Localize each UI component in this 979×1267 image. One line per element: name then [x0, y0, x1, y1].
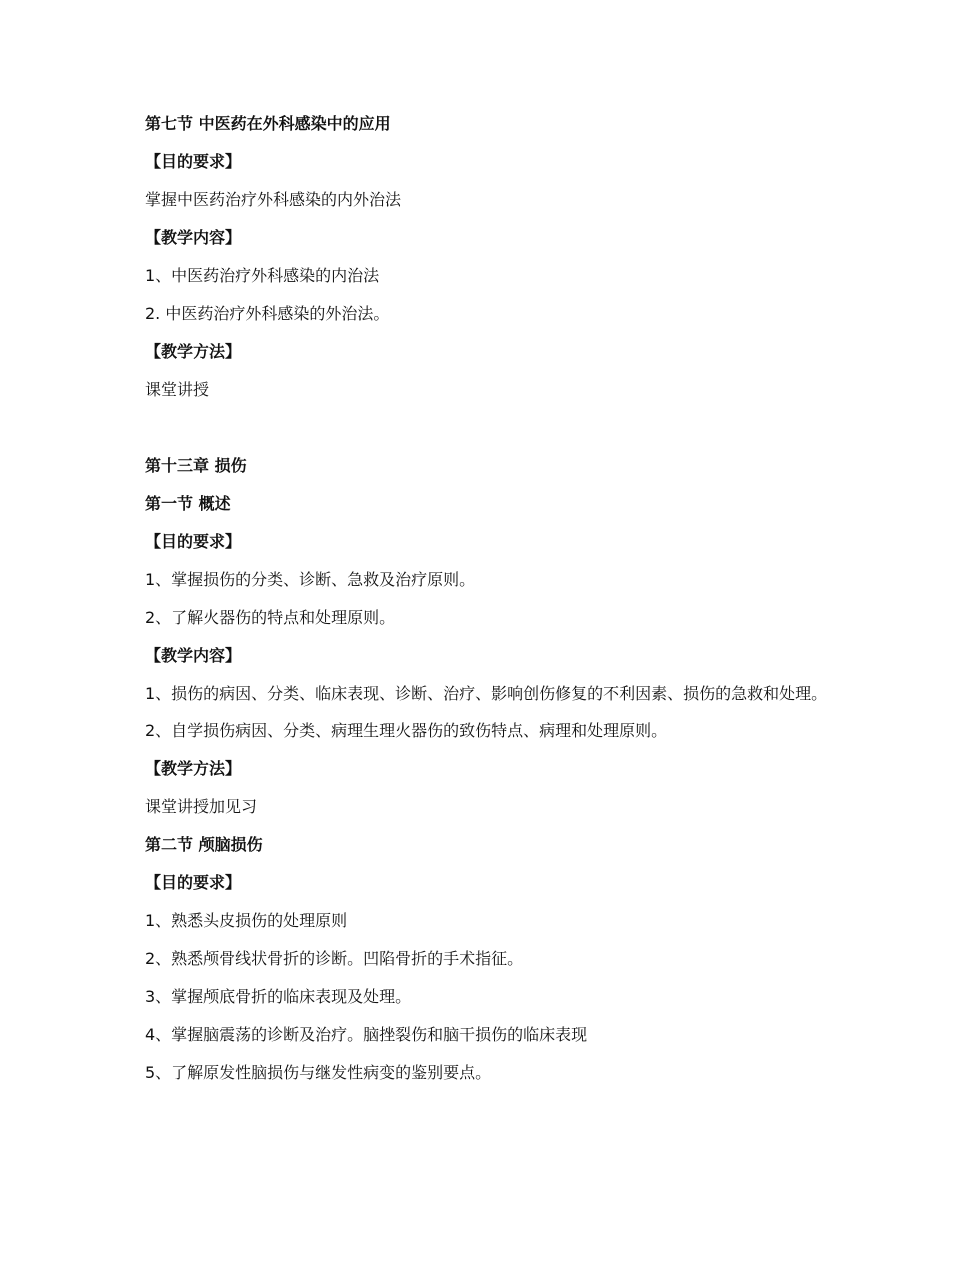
method-text: 课堂讲授加见习 — [145, 797, 258, 816]
content-item: 2、自学损伤病因、分类、病理生理火器伤的致伤特点、病理和处理原则。 — [145, 721, 668, 740]
goal-item: 4、掌握脑震荡的诊断及治疗。脑挫裂伤和脑干损伤的临床表现 — [145, 1025, 588, 1044]
chapter-title: 第十三章 损伤 — [145, 456, 247, 475]
content-item: 1、损伤的病因、分类、临床表现、诊断、治疗、影响创伤修复的不利因素、损伤的急救和处理。 — [145, 684, 828, 703]
goal-item: 1、熟悉头皮损伤的处理原则 — [145, 911, 348, 930]
goal-item: 1、掌握损伤的分类、诊断、急救及治疗原则。 — [145, 570, 476, 589]
goal-item: 3、掌握颅底骨折的临床表现及处理。 — [145, 987, 412, 1006]
content-heading: 【教学内容】 — [145, 228, 242, 247]
goal-heading: 【目的要求】 — [145, 873, 242, 892]
goal-item: 2、熟悉颅骨线状骨折的诊断。凹陷骨折的手术指征。 — [145, 949, 524, 968]
section-title: 第二节 颅脑损伤 — [145, 835, 263, 854]
goal-heading: 【目的要求】 — [145, 152, 242, 171]
goal-item: 5、了解原发性脑损伤与继发性病变的鉴别要点。 — [145, 1063, 492, 1082]
method-heading: 【教学方法】 — [145, 759, 242, 778]
content-item: 1、中医药治疗外科感染的内治法 — [145, 266, 380, 285]
method-heading: 【教学方法】 — [145, 342, 242, 361]
document-page — [145, 112, 835, 1085]
goal-item: 2、了解火器伤的特点和处理原则。 — [145, 608, 396, 627]
goal-heading: 【目的要求】 — [145, 532, 242, 551]
goal-text: 掌握中医药治疗外科感染的内外治法 — [145, 190, 402, 209]
content-item: 2. 中医药治疗外科感染的外治法。 — [145, 304, 390, 323]
section-title: 第一节 概述 — [145, 494, 231, 513]
content-heading: 【教学内容】 — [145, 646, 242, 665]
section-title: 第七节 中医药在外科感染中的应用 — [145, 114, 391, 133]
method-text: 课堂讲授 — [145, 380, 210, 399]
